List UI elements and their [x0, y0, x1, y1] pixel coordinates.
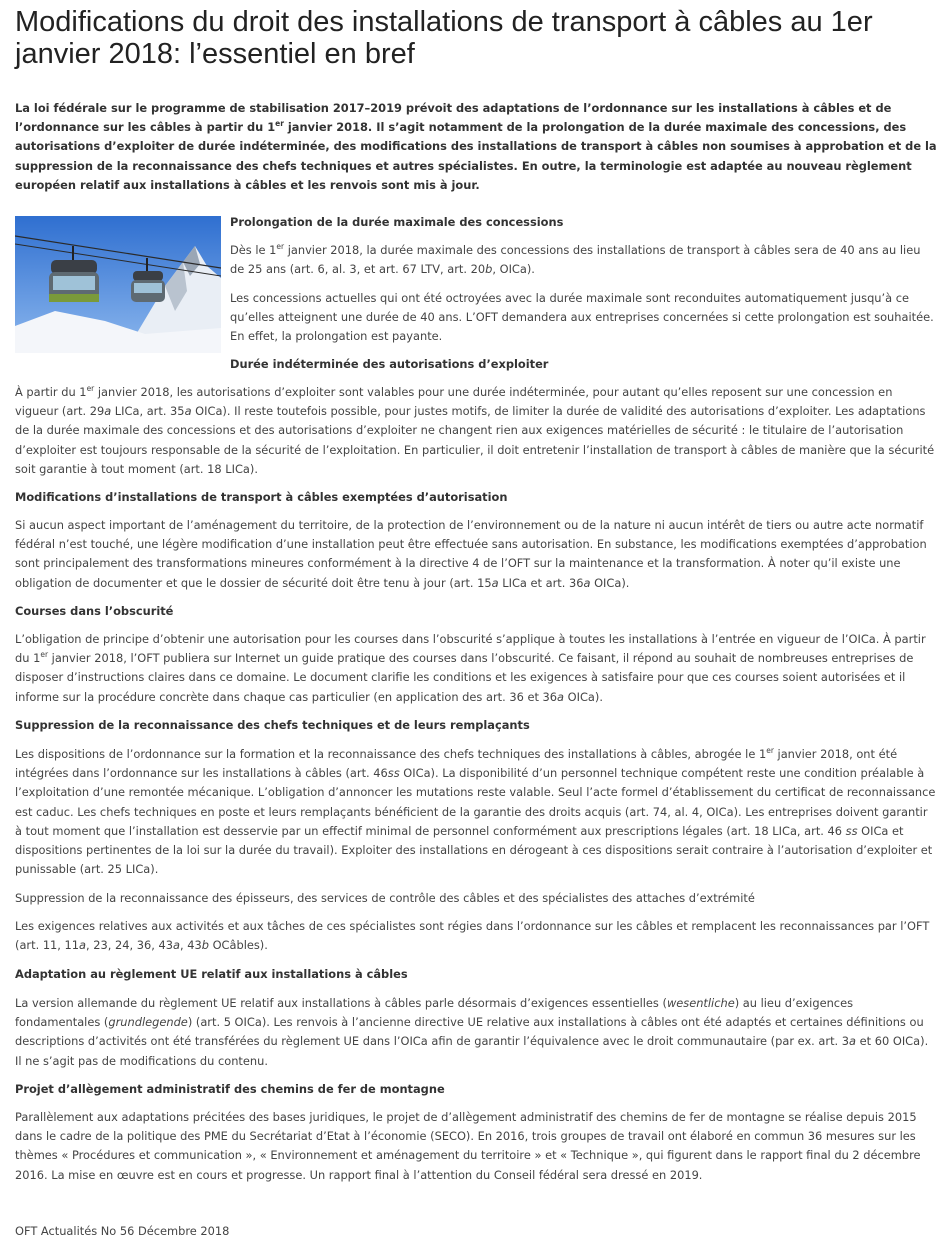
- section-paragraph-chefs-2: Suppression de la reconnaissance des épisseurs, des services de contrôle des câbles et des spécialistes des attaches d’extrémité: [15, 891, 755, 905]
- section-paragraph-chefs-1: Les dispositions de l’ordonnance sur la formation et la reconnaissance des chefs techniques des installations à câbles, abrogée le 1er janvier 2018, ont été intégrées dans l’ordonnance sur les installations à câbles (art. 46ss OICa). La disponibilité d’un personnel technique compétent reste une condition préalable à l’exploitation d’une remontée mécanique. L’obligation d’annoncer les mutations reste valable. Seul l’acte formel d’établissement du certificat de reconnaissance est caduc. Les chefs techniques en poste et leurs remplaçants bénéficient de la garantie des droits acquis (art. 74, al. 4, OICa). Les entreprises doivent garantir à tout moment que l’installation est desservie par un effectif minimal de personnel conformément aux prescriptions légales (art. 18 LICa, art. 46 ss OICa et dispositions pertinentes de la loi sur la durée du travail). Exploiter des installations en dérogeant à ces dispositions serait contraire à l’autorisation d’exploiter et punissable (art. 25 LICa).: [15, 746, 936, 877]
- section-heading-allegement: Projet d’allègement administratif des chemins de fer de montagne: [15, 1082, 445, 1096]
- section-heading-chefs: Suppression de la reconnaissance des chefs techniques et de leurs remplaçants: [15, 718, 530, 732]
- section-paragraph-autorisations: À partir du 1er janvier 2018, les autorisations d’exploiter sont valables pour une durée indéterminée, pour autant qu’elles reposent sur une concession en vigueur (art. 29a LICa, art. 35a OICa). Il reste toutefois possible, pour justes motifs, de limiter la durée de validité des autorisations d’exploiter. Les adaptations de la durée maximale des concessions et des autorisations d’exploiter ne changent rien aux exigences matérielles de sécurité : le titulaire de l’autorisation d’exploiter est toujours responsable de la sécurité de l’exploitation. En particulier, il doit entretenir l’installation de transport à câbles de manière que la sécurité soit garantie à tout moment (art. 18 LICa).: [15, 384, 935, 476]
- section-heading-reglement: Adaptation au règlement UE relatif aux installations à câbles: [15, 967, 408, 981]
- section-paragraph-concessions-2: Les concessions actuelles qui ont été octroyées avec la durée maximale sont reconduites automatiquement jusqu’à ce qu’elles atteignent une durée de 40 ans. L’OFT demandera aux entreprises concernées si cette prolongation est souhaitée. En effet, la prolongation est payante.: [230, 291, 934, 344]
- section-heading-obscurite: Courses dans l’obscurité: [15, 604, 174, 618]
- section-paragraph-concessions-1: Dès le 1er janvier 2018, la durée maximale des concessions des installations de transport à câbles sera de 40 ans au lieu de 25 ans (art. 6, al. 3, et art. 67 LTV, art. 20b, OICa).: [230, 242, 921, 277]
- section-heading-modifications: Modifications d’installations de transport à câbles exemptées d’autorisation: [15, 490, 508, 504]
- section-paragraph-chefs-3: Les exigences relatives aux activités et aux tâches de ces spécialistes sont régies dans l’ordonnance sur les câbles et remplacent les reconnaissances par l’OFT (art. 11, 11a, 23, 24, 36, 43a, 43b OCâbles).: [15, 919, 930, 953]
- section-heading-concessions: Prolongation de la durée maximale des concessions: [230, 215, 564, 229]
- lead-paragraph: La loi fédérale sur le programme de stabilisation 2017–2019 prévoit des adaptations de l’ordonnance sur les installations à câbles et de l’ordonnance sur les câbles à partir du 1er janvier 2018. Il s’agit notamment de la prolongation de la durée maximale des concessions, des autorisations d’exploiter de durée indéterminée, des modifications des installations de transport à câbles non soumises à approbation et de la suppression de la reconnaissance des chefs techniques et autres spécialistes. En outre, la terminologie est adaptée au nouveau règlement européen relatif aux installations à câbles et les renvois sont mis à jour.: [15, 101, 937, 192]
- section-paragraph-obscurite: L’obligation de principe d’obtenir une autorisation pour les courses dans l’obscurité s’applique à toutes les installations à l’entrée en vigueur de l’OICa. À partir du 1er janvier 2018, l’OFT publiera sur Internet un guide pratique des courses dans l’obscurité. Ce faisant, il répond au souhait de nombreuses entreprises de disposer d’instructions claires dans ce domaine. Le document clarifie les conditions et les exigences à satisfaire pour que ces courses soient autorisées et il informe sur la procédure concrète dans chaque cas particulier (en application des art. 36 et 36a OICa).: [15, 632, 926, 704]
- section-paragraph-allegement: Parallèlement aux adaptations précitées des bases juridiques, le projet de d’allègement administratif des chemins de fer de montagne se réalise depuis 2015 dans le cadre de la politique des PME du Secrétariat d’Etat à l’économie (SECO). En 2016, trois groupes de travail ont élaboré en commun 36 mesures sur les thèmes « Procédures et communication », « Environnement et aménagement du territoire » et « Technique », qui figurent dans le rapport final du 2 décembre 2016. La mise en œuvre est en cours et progresse. Un rapport final à l’attention du Conseil fédéral sera dressé en 2019.: [15, 1110, 921, 1182]
- section-paragraph-reglement: La version allemande du règlement UE relatif aux installations à câbles parle désormais d’exigences essentielles (wesentliche) au lieu d’exigences fondamentales (grundlegende) (art. 5 OICa). Les renvois à l’ancienne directive UE relative aux installations à câbles ont été adaptés et certaines définitions ou descriptions d’activités ont été transférées du règlement UE dans l’OICa afin de garantir l’équivalence avec le droit communautaire (par ex. art. 3a et 60 OICa). Il ne s’agit pas de modifications du contenu.: [15, 996, 929, 1068]
- page-title: Modifications du droit des installations de transport à câbles au 1er janvier 2018: l’essentiel en bref: [15, 6, 873, 70]
- footer-publication-info: OFT Actualités No 56 Décembre 2018: [15, 1224, 230, 1238]
- cable-car-mountain-photo: [15, 216, 221, 353]
- section-heading-autorisations: Durée indéterminée des autorisations d’exploiter: [230, 357, 549, 371]
- section-paragraph-modifications: Si aucun aspect important de l’aménagement du territoire, de la protection de l’environnement ou de la nature ni aucun intérêt de tiers ou autre acte normatif fédéral n’est touché, une légère modification d’une installation peut être effectuée sans autorisation. En substance, les modifications exemptées d’approbation sont principalement des transformations mineures conformément à la directive 4 de l’OFT sur la maintenance et la transformation. À noter qu’il existe une obligation de documenter et que le dossier de sécurité doit être tenu à jour (art. 15a LICa et art. 36a OICa).: [15, 518, 927, 590]
